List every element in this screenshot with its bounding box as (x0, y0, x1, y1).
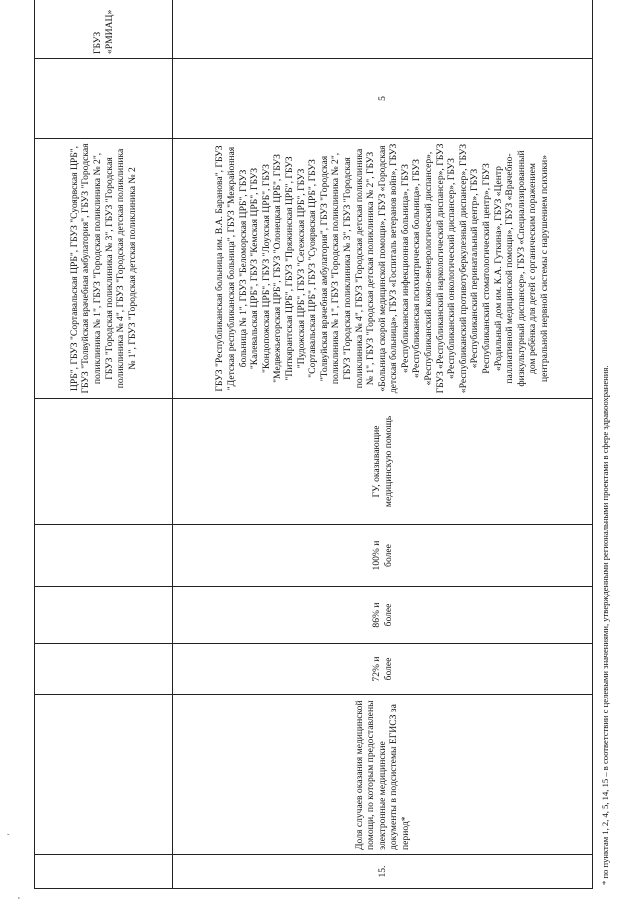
prev-organizations-text: ЦРБ", ГБУЗ "Сортавальская ЦРБ", ГБУЗ "Суоярвская ЦРБ", ГБУЗ "Толвуйская врачебная амбулатория", ГБУЗ "Городская поликлиника № 1", ГБУЗ "Городская поликлиника № 2", ГБУЗ "Городская поликлиника № 3", ГБУЗ "Городская поликлиника № 4", ГБУЗ "Городская детская поликлиника № 1", ГБУЗ "Городская детская поликлиника № 2 (68, 143, 138, 394)
value-1: 72% и более (370, 656, 394, 682)
footnote: * по пунктам 1, 2, 4, 5, 14, 15 – в соответствии с целевыми значениями, утвержденными региональными проектами в сфере здравоохранения. (600, 365, 610, 885)
table-row-15 (173, 0, 593, 889)
prev-organizations-cell (35, 139, 173, 399)
prev-value-3-cell (35, 525, 173, 587)
score-cell (173, 59, 593, 139)
prev-score-cell (35, 59, 173, 139)
margin-mark: , (12, 897, 21, 899)
indicator-text: Доля случаев оказания медицинской помощи, по которым предоставлены электронные медицинские документы в подсистемы ЕГИСЗ за период* (353, 700, 411, 850)
row-number-cell (173, 855, 593, 889)
indicators-table (34, 0, 593, 889)
value-3: 100% и более (370, 540, 394, 571)
target-cell (173, 399, 593, 525)
prev-value-2-cell (35, 587, 173, 644)
row-number: 15. (376, 865, 388, 878)
prev-value-1-cell (35, 644, 173, 695)
responsible-cell (173, 0, 593, 59)
value-3-cell (173, 525, 593, 587)
responsible-org-text: ГБУЗ «РМИАЦ» (91, 9, 115, 54)
margin-mark: ' (6, 833, 15, 835)
target-text: ГУ, оказывающие медицинскую помощь (370, 415, 394, 508)
value-1-cell (173, 644, 593, 695)
prev-target-cell (35, 399, 173, 525)
value-2-cell (173, 587, 593, 644)
prev-number-cell (35, 855, 173, 889)
organizations-text: ГБУЗ "Республиканская больница им. В.А. Баранова", ГБУЗ "Детская республиканская больница", ГБУЗ "Межрайонная больница № 1", ГБУЗ "Беломорская ЦРБ", ГБУЗ "Калевальская ЦРБ", ГБУЗ "Кемская ЦРБ", ГБУЗ "Кондопожская ЦРБ", ГБУЗ "Лоухская ЦРБ", ГБУЗ "Медвежьегорская ЦРБ", ГБУЗ "Олонецкая ЦРБ", ГБУЗ "Питкярантская ЦРБ", ГБУЗ "Пряжинская ЦРБ", ГБУЗ "Пудожская ЦРБ", ГБУЗ "Сегежская ЦРБ", ГБУЗ "Сортавальская ЦРБ", ГБУЗ "Суоярвская ЦРБ", ГБУЗ "Толвуйская врачебная амбулатория", ГБУЗ "Городская поликлиника № 1", ГБУЗ "Городская поликлиника № 2", ГБУЗ "Городская поликлиника № 3", ГБУЗ "Городская поликлиника № 4", ГБУЗ "Городская детская поликлиника № 1", ГБУЗ "Городская детская поликлиника № 2", ГБУЗ «Больница скорой медицинской помощи», ГБУЗ «Городская детская больница», ГБУЗ «Госпиталь ветеранов войн», ГБУЗ «Республиканская инфекционная больница», ГБУЗ «Республиканская психиатрическая больница», ГБУЗ «Республиканский кожно-венерологический диспансер», ГБУЗ «Республиканский наркологический диспансер», ГБУЗ «Республиканский онкологический диспансер», ГБУЗ «Республиканский противотуберкулезный диспансер», ГБУЗ «Республиканский перинатальный центр», ГБУЗ Республиканский стоматологический центр», ГБУЗ «Родильный дом им. К.А. Гуткина», ГБУЗ «Центр паллиативной медицинской помощи», ГБУЗ «Врачебно-физкультурный диспансер», ГБУЗ «Специализированный дом ребёнка для детей с органическим поражением центральной нервной системы с нарушением психики» (214, 143, 551, 394)
value-2: 86% и более (370, 602, 394, 628)
table-row-previous (35, 0, 173, 889)
indicator-cell (173, 695, 593, 855)
prev-indicator-cell (35, 695, 173, 855)
score-value: 5 (376, 96, 388, 101)
prev-responsible-cell (35, 0, 173, 59)
organizations-cell (173, 139, 593, 399)
